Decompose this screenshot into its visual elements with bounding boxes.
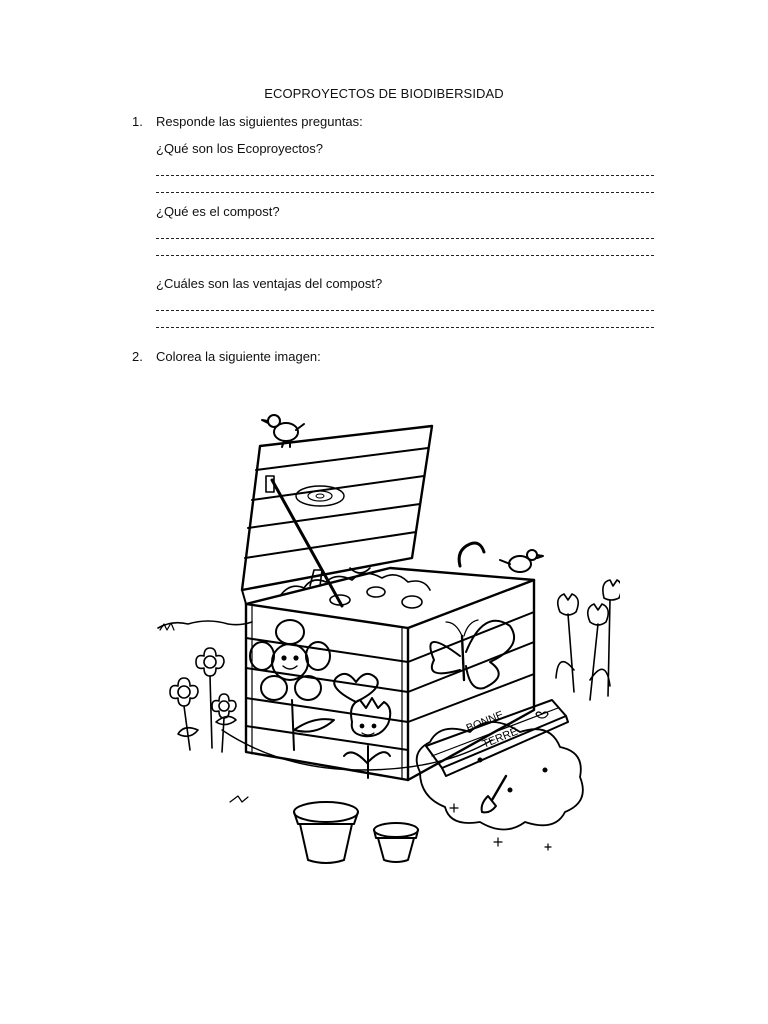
- bird-on-bin: [500, 550, 543, 572]
- trowel: [482, 776, 506, 812]
- question-label: ¿Cuáles son las ventajas del compost?: [156, 276, 383, 291]
- tulip-face-front: [344, 698, 390, 778]
- right-tulips: [556, 580, 620, 700]
- answer-line[interactable]: [156, 192, 654, 193]
- drawer-board: [426, 700, 568, 776]
- answer-line[interactable]: [156, 238, 654, 239]
- sign-text-top: BONNE: [464, 708, 506, 735]
- answer-line[interactable]: [156, 327, 654, 328]
- left-flowers: [170, 648, 236, 752]
- compost-contents: [280, 543, 484, 608]
- answer-line[interactable]: [156, 310, 654, 311]
- flower-pot-small: [374, 823, 418, 862]
- flower-pot-large: [294, 802, 358, 863]
- item-number: 2.: [132, 349, 143, 364]
- page-title: ECOPROYECTOS DE BIODIBERSIDAD: [264, 86, 504, 101]
- answer-line[interactable]: [156, 255, 654, 256]
- question-label: ¿Qué es el compost?: [156, 204, 280, 219]
- item-number: 1.: [132, 114, 143, 129]
- compost-bin-illustration: [150, 400, 620, 870]
- item-instruction: Responde las siguientes preguntas:: [156, 114, 363, 129]
- sign-text-bottom: TERRE: [480, 725, 520, 751]
- answer-line[interactable]: [156, 175, 654, 176]
- item-instruction: Colorea la siguiente imagen:: [156, 349, 321, 364]
- question-label: ¿Qué son los Ecoproyectos?: [156, 141, 323, 156]
